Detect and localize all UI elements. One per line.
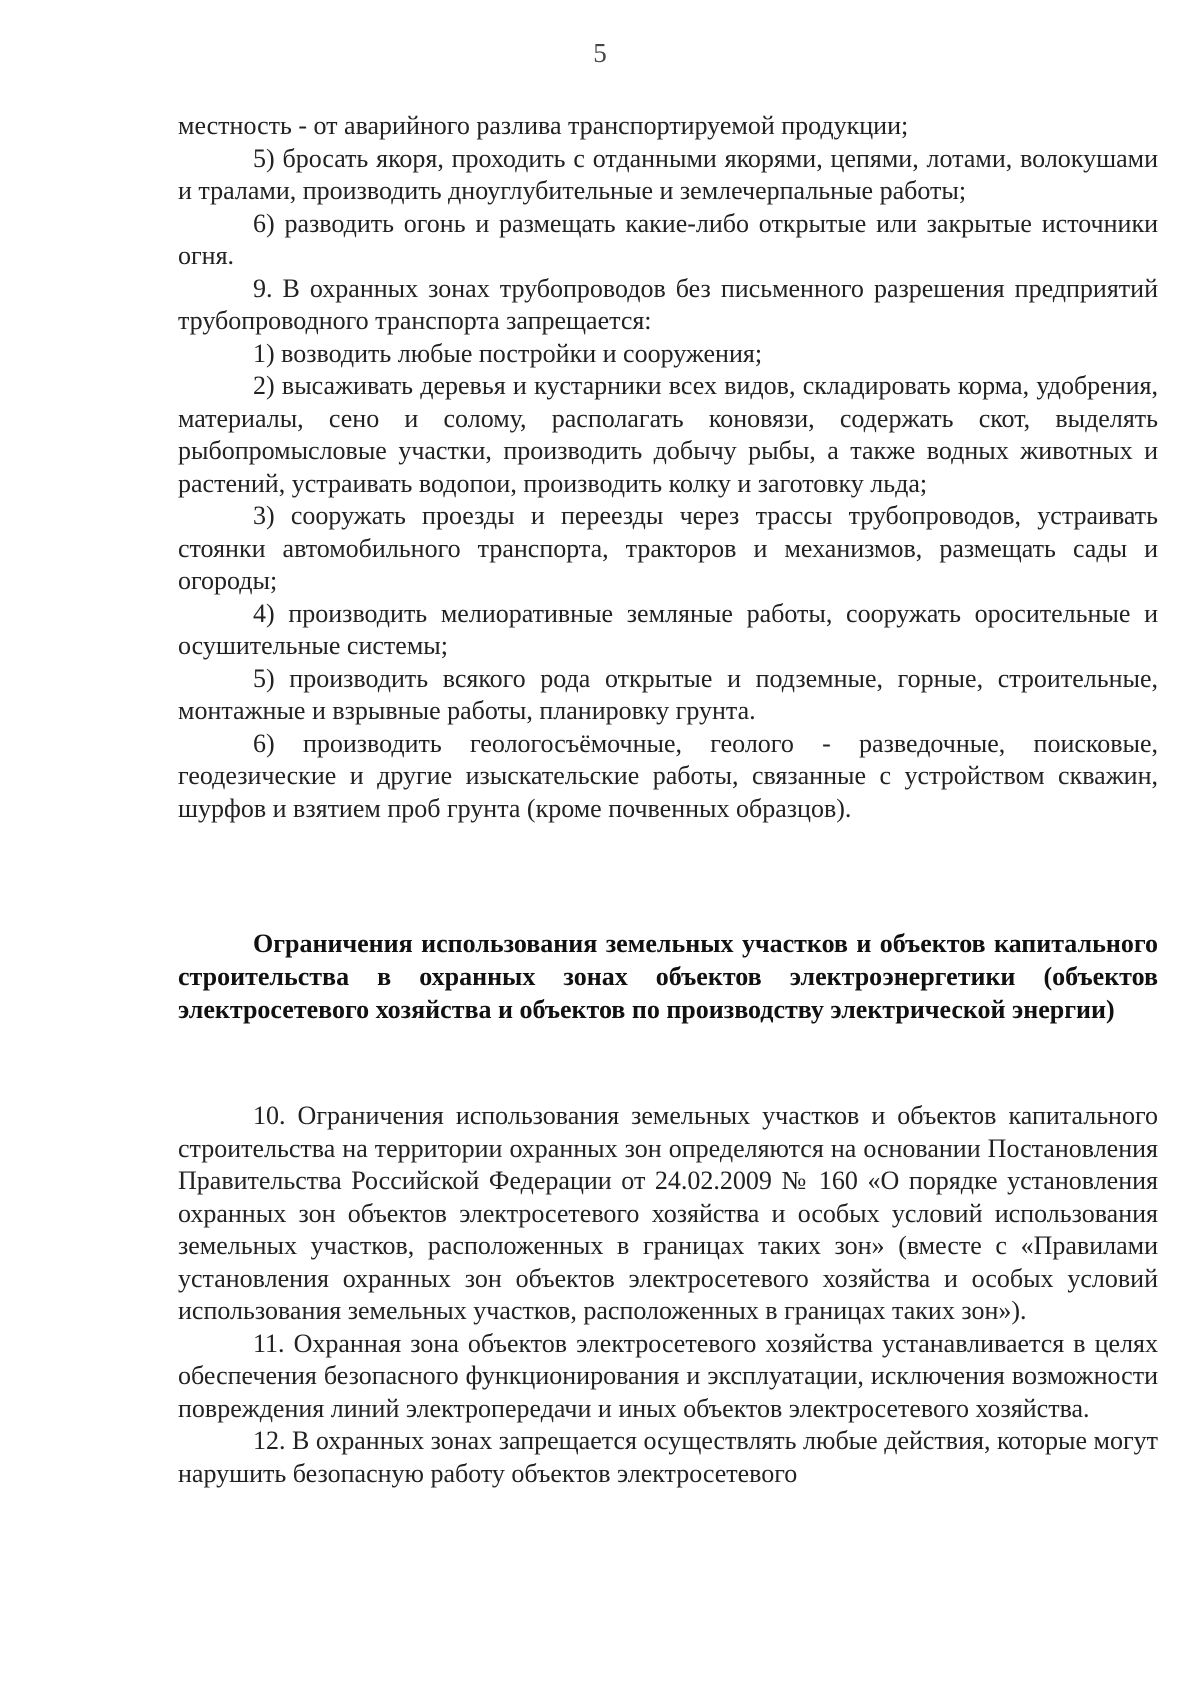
paragraph: 6) разводить огонь и размещать какие-либо открытые или закрытые источники огня. <box>178 208 1158 270</box>
section-heading: Ограничения использования земельных участков и объектов капитального строительства в охранных зонах объектов электроэнергетики (объектов электросетевого хозяйства и объектов по производству электрической энергии) <box>178 929 1158 1024</box>
paragraph: 6) производить геологосъёмочные, геолого - разведочные, поисковые, геодезические и другие изыскательские работы, связанные с устройством скважин, шурфов и взятием проб грунта (кроме почвенных образцов). <box>178 728 1158 823</box>
page-number: 5 <box>593 38 607 68</box>
body-text-bottom <box>178 1100 1158 1490</box>
body-text-top <box>178 110 1158 825</box>
paragraph: местность - от аварийного разлива транспортируемой продукции; <box>178 111 909 140</box>
paragraph: 1) возводить любые постройки и сооружения; <box>253 338 763 368</box>
paragraph: 9. В охранных зонах трубопроводов без письменного разрешения предприятий трубопроводного транспорта запрещается: <box>178 273 1158 335</box>
paragraph: 12. В охранных зонах запрещается осуществлять любые действия, которые могут нарушить безопасную работу объектов электросетевого <box>178 1426 1158 1488</box>
paragraph: 5) бросать якоря, проходить с отданными якорями, цепями, лотами, волокушами и тралами, производить дноуглубительные и землечерпальные работы; <box>178 143 1158 205</box>
paragraph: 10. Ограничения использования земельных участков и объектов капитального строительства на территории охранных зон определяются на основании Постановления Правительства Российской Федерации от 24.02.2009 № 160 «О порядке установления охранных зон объектов электросетевого хозяйства и особых условий использования земельных участков, расположенных в границах таких зон» (вместе с «Правилами установления охранных зон объектов электросетевого хозяйства и особых условий использования земельных участков, расположенных в границах таких зон»). <box>178 1101 1158 1325</box>
paragraph: 11. Охранная зона объектов электросетевого хозяйства устанавливается в целях обеспечения безопасного функционирования и эксплуатации, исключения возможности повреждения линий электропередачи и иных объектов электросетевого хозяйства. <box>178 1328 1158 1423</box>
paragraph: 4) производить мелиоративные земляные работы, сооружать оросительные и осушительные системы; <box>178 598 1158 660</box>
paragraph: 5) производить всякого рода открытые и подземные, горные, строительные, монтажные и взрывные работы, планировку грунта. <box>178 663 1158 725</box>
paragraph: 3) сооружать проезды и переезды через трассы трубопроводов, устраивать стоянки автомобильного транспорта, тракторов и механизмов, размещать сады и огороды; <box>178 501 1158 595</box>
paragraph: 2) высаживать деревья и кустарники всех видов, складировать корма, удобрения, материалы, сено и солому, располагать коновязи, содержать скот, выделять рыбопромысловые участки, производить добычу рыбы, а также водных животных и растений, устраивать водопои, производить колку и заготовку льда; <box>178 371 1158 498</box>
